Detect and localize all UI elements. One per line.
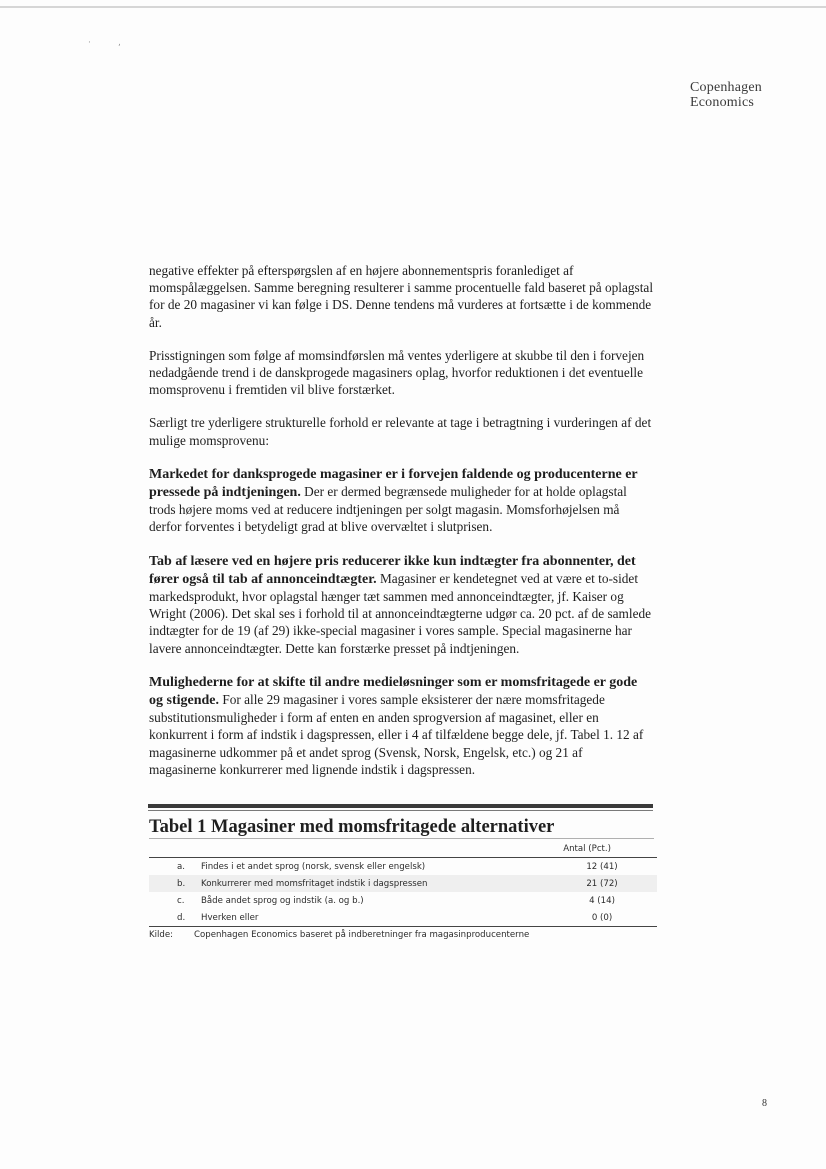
company-logo xyxy=(690,80,800,110)
page-number: 8 xyxy=(762,1098,767,1109)
table-title-underline xyxy=(149,838,654,839)
source-key: Kilde: xyxy=(149,930,174,940)
logo-line-2: Economics xyxy=(690,95,755,110)
paragraph-4 xyxy=(149,465,653,536)
paragraph-text: Magasiner er kendetegnet ved at være et to-sidet markedsprodukt, hvor oplagstal hænger tæt sammen med annonceindtægter, jf. Kaiser og Wright (2006). Det skal ses i forhold til at annonceindtægterne udgør ca. 20 pct. af de samlede indtægter for de 19 (af 29) ikke-special magasiner i vores sample. Special magasinerne har lavere annonceindtægter. Dette kan forstærke presset på indtjeningen. xyxy=(149,570,652,656)
row-label: Konkurrerer med momsfritaget indstik i dagspressen xyxy=(201,879,428,889)
row-letter: c. xyxy=(177,896,185,906)
table-row xyxy=(149,858,657,875)
row-value: 12 (41) xyxy=(586,862,618,872)
column-header: Antal (Pct.) xyxy=(563,844,611,854)
paragraph-5 xyxy=(149,552,653,657)
paragraph-text: For alle 29 magasiner i vores sample eksisterer der nære momsfritagede substitutionsmuligheder i form af enten en anden sprogversion af magasinet, eller en konkurrent i form af indstik i dagspressen, eller i 4 af tilfældene begge dele, jf. Tabel 1. 12 af magasinerne udkommer på et andet sprog (Svensk, Norsk, Engelsk, etc.) og 21 af magasinerne konkurrerer med lignende indstik i dagspressen. xyxy=(149,692,644,777)
source-text: Copenhagen Economics baseret på indberetninger fra magasinproducenterne xyxy=(194,930,530,940)
row-letter: d. xyxy=(177,913,186,923)
paragraph-heading: Markedet for danksprogede magasiner er i forvejen faldende og producenterne er pressede på indtjeningen. xyxy=(149,466,638,501)
row-value: 0 (0) xyxy=(591,913,613,923)
row-label: Både andet sprog og indstik (a. og b.) xyxy=(201,896,364,906)
row-label: Findes i et andet sprog (norsk, svensk eller engelsk) xyxy=(201,862,426,872)
row-value: 4 (14) xyxy=(589,896,615,906)
scan-mark-dot: · xyxy=(88,38,91,48)
logo-line-1: Copenhagen xyxy=(690,80,762,95)
paragraph-3 xyxy=(149,414,653,448)
table-title: Tabel 1 Magasiner med momsfritagede alternativer xyxy=(149,817,555,837)
table-header xyxy=(149,843,657,858)
row-letter: a. xyxy=(177,862,185,872)
paragraph-text: Prisstigningen som følge af momsindførslen må ventes yderligere at skubbe til den i forvejen nedadgående trend i de danskprogede magasiners oplag, hvorfor reduktionen i det eventuelle momsprovenu i fremtiden vil blive forstærket. xyxy=(149,347,645,398)
paragraph-1 xyxy=(149,262,653,331)
row-value: 21 (72) xyxy=(586,879,618,889)
scan-mark: , xyxy=(118,38,121,48)
table-row xyxy=(149,875,657,892)
paragraph-text: Der er dermed begrænsede muligheder for at holde oplagstal trods højere moms ved at reducere indtjeningen per solgt magasin. Momsforhøjelsen må derfor forventes i betydeligt grad at blive overvæltet i slutprisen. xyxy=(149,484,627,535)
table-source xyxy=(149,930,654,940)
paragraph-text: negative effekter på efterspørgslen af en højere abonnementspris foranlediget af momspålæggelsen. Samme beregning resulterer i samme procentuelle fald baseret på oplagstal for de 20 magasiner vi kan følge i DS. Denne tendens må vurderes at fortsætte i de kommende år. xyxy=(149,263,654,330)
paragraph-heading: Mulighederne for at skifte til andre medieløsninger som er momsfritagede er gode og stigende. xyxy=(149,674,638,709)
table-row xyxy=(149,892,657,909)
table xyxy=(149,843,657,927)
body-text xyxy=(149,262,653,794)
row-label: Hverken eller xyxy=(201,913,259,923)
paragraph-heading: Tab af læsere ved en højere pris reducerer ikke kun indtægter fra abonnenter, det fører også til tab af annonceindtægter. xyxy=(149,553,636,587)
paragraph-text: Særligt tre yderligere strukturelle forhold er relevante at tage i betragtning i vurderingen af det mulige momsprovenu: xyxy=(149,415,652,448)
table-top-rule xyxy=(148,804,653,808)
scan-top-edge xyxy=(0,6,826,8)
row-letter: b. xyxy=(177,879,186,889)
table-row xyxy=(149,909,657,927)
paragraph-2 xyxy=(149,347,653,399)
table-top-rule-thin xyxy=(148,810,653,811)
paragraph-6 xyxy=(149,673,653,778)
